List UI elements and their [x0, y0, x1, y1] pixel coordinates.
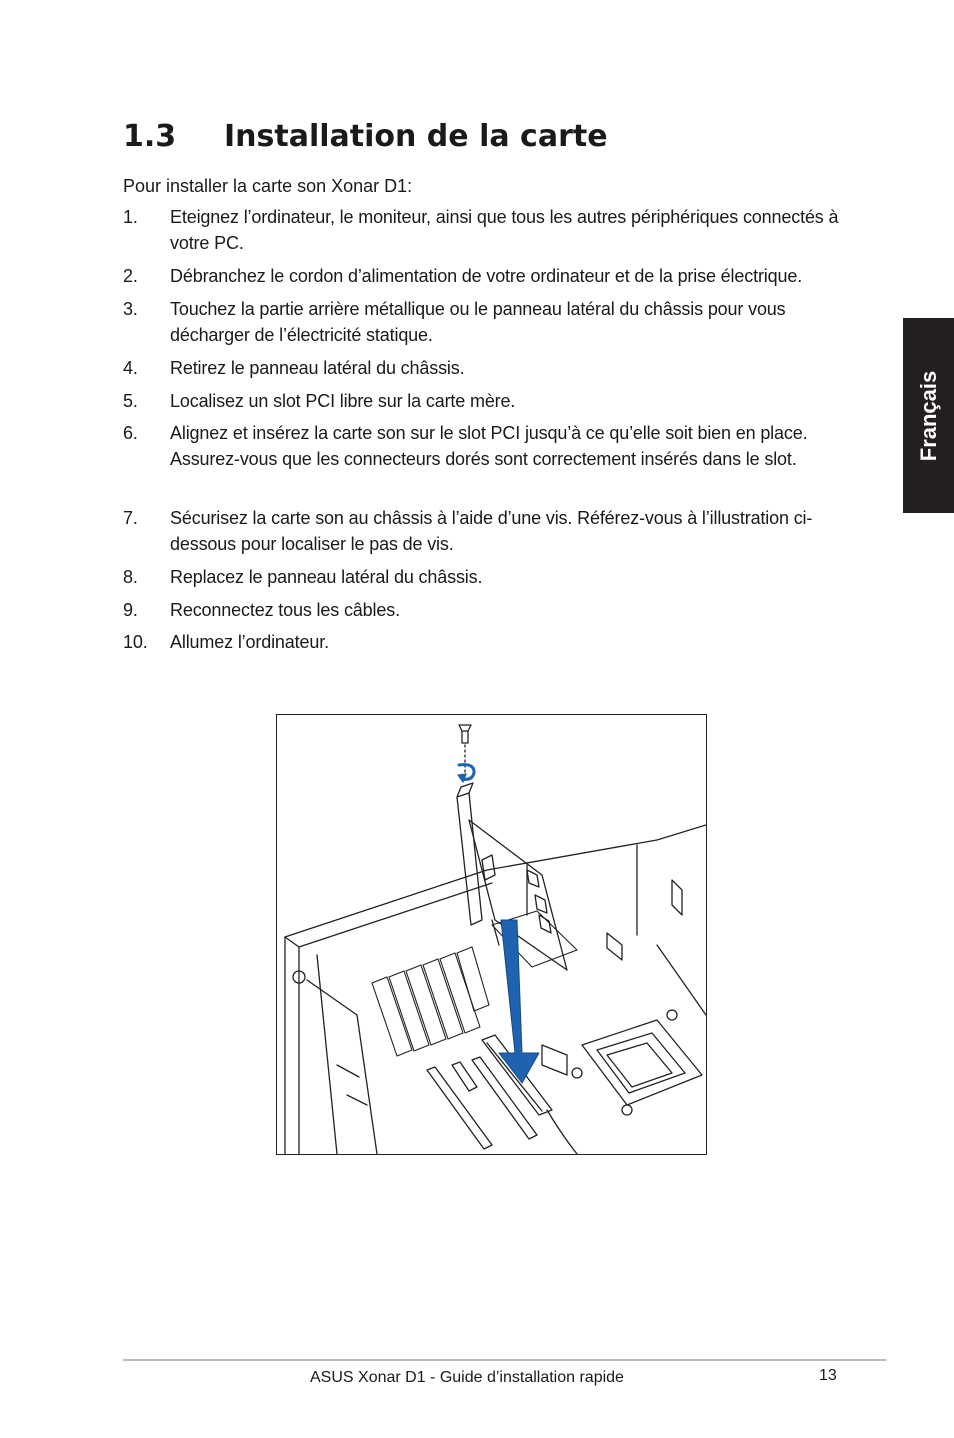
step-number: 1.: [123, 207, 138, 227]
step-text: Eteignez l’ordinateur, le moniteur, ainsi que tous les autres périphériques connectés à votre PC.: [170, 207, 839, 253]
screw-icon: [459, 725, 471, 775]
step-text: Replacez le panneau latéral du châssis.: [170, 567, 483, 587]
step-number: 7.: [123, 508, 138, 528]
step-number: 3.: [123, 299, 138, 319]
step-number: 2.: [123, 266, 138, 286]
step-number: 8.: [123, 567, 138, 587]
section-number: 1.3: [123, 119, 177, 154]
step-number: 6.: [123, 423, 138, 443]
section-heading: [123, 112, 823, 162]
step-text: Débranchez le cordon d’alimentation de votre ordinateur et de la prise électrique.: [170, 266, 803, 286]
step-text: Allumez l’ordinateur.: [170, 632, 329, 652]
step-text: Retirez le panneau latéral du châssis.: [170, 358, 465, 378]
language-tab: [903, 318, 954, 513]
installation-illustration: [276, 714, 707, 1155]
step-text: Reconnectez tous les câbles.: [170, 600, 400, 620]
step-number: 5.: [123, 391, 138, 411]
section-title: Installation de la carte: [224, 119, 608, 154]
insert-arrow-icon: [499, 920, 539, 1083]
step-text: Touchez la partie arrière métallique ou le panneau latéral du châssis pour vous décharger de l’électricité statique.: [170, 299, 786, 345]
page-number: 13: [819, 1367, 837, 1384]
step-text: Alignez et insérez la carte son sur le slot PCI jusqu’à ce qu’elle soit bien en place. Assurez-vous que les connecteurs dorés sont correctement insérés dans le slot.: [170, 423, 808, 469]
intro-text: Pour installer la carte son Xonar D1:: [123, 176, 413, 196]
step-number: 10.: [123, 632, 148, 652]
footer-rule: [123, 1359, 886, 1361]
footer-title: ASUS Xonar D1 - Guide d’installation rapide: [310, 1369, 624, 1386]
step-text: Sécurisez la carte son au châssis à l’aide d’une vis. Référez-vous à l’illustration ci-dessous pour localiser le pas de vis.: [170, 508, 813, 554]
pc-card-install-drawing: [277, 715, 706, 1154]
step-number: 9.: [123, 600, 138, 620]
step-number: 4.: [123, 358, 138, 378]
step-text: Localisez un slot PCI libre sur la carte mère.: [170, 391, 516, 411]
slot-brackets-drawing: [372, 911, 577, 1056]
cpu-socket-drawing: [572, 1010, 702, 1115]
language-tab-label: Français: [915, 370, 941, 461]
